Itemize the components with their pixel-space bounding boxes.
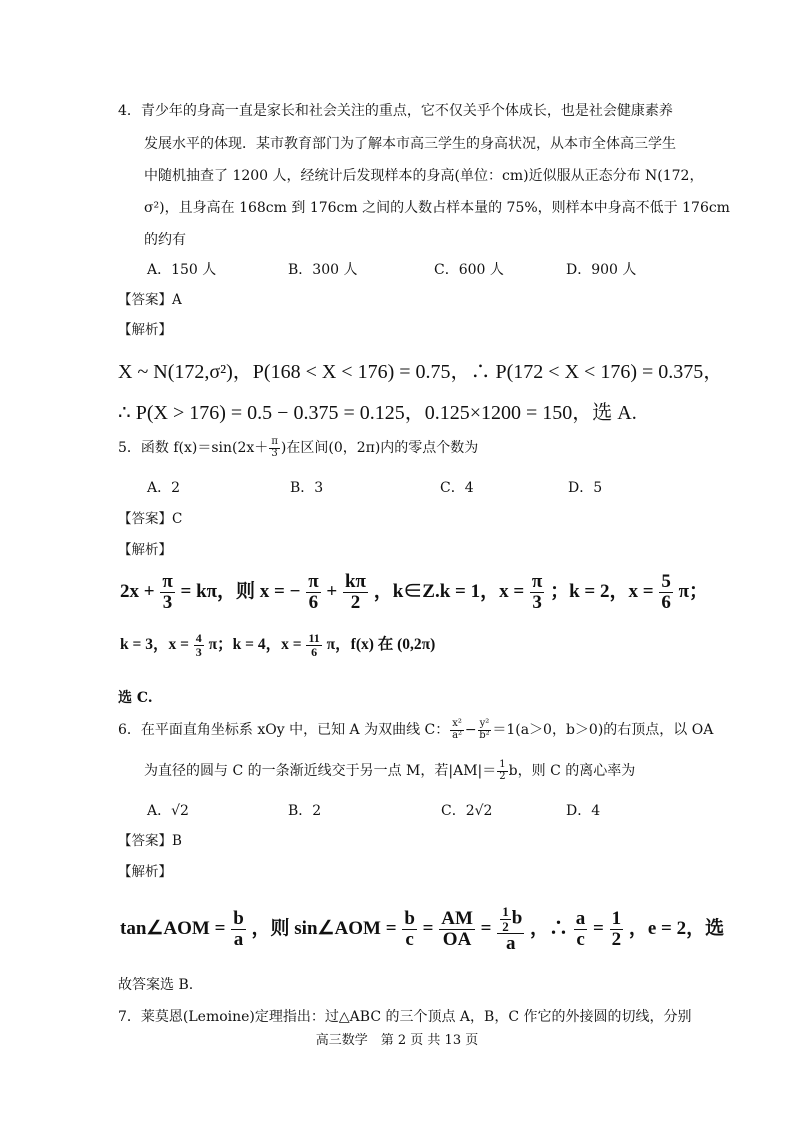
- frac-a-over-c: $\frac{a}{c}$: [575, 908, 586, 951]
- frac-5-over-6: $\frac{5}{6}$: [661, 571, 671, 613]
- q6-option-b: B．2: [288, 803, 322, 819]
- q5-option-a: A．2: [147, 480, 181, 496]
- q6-option-d: D．4: [566, 803, 601, 819]
- q4-line-5: 的约有: [144, 232, 186, 248]
- page-footer: 高三数学 第 2 页 共 13 页: [315, 1033, 479, 1048]
- q5-solution-line-1: 2x + $\frac{\pi}{3}$ = kπ，则 x = − $\frac{\pi}{6}$ + $\frac{k\pi}{2}$ ，k∈Z.k = 1，x = $\frac{\pi}{3}$ ；k = 2，x = $\frac{5}{6}$ π；: [120, 571, 708, 613]
- q4-option-d: D．900 人: [566, 262, 637, 278]
- frac-pi-over-3: $\frac{\pi}{3}$: [162, 571, 173, 613]
- frac-11-over-6: $\frac{11}{6}$: [308, 631, 320, 659]
- q5-stem-prefix: 5．函数: [118, 440, 174, 456]
- q6-analysis-label: 【解析】: [118, 864, 172, 880]
- frac-b-over-c: $\frac{b}{c}$: [404, 908, 415, 951]
- q4-line-4: σ²)，且身高在 168cm 到 176cm 之间的人数占样本量的 75%，则样本中身高不低于 176cm: [144, 200, 730, 216]
- q5-option-d: D．5: [568, 480, 603, 496]
- q4-line-1: 4．青少年的身高一直是家长和社会关注的重点，它不仅关乎个体成长，也是社会健康素养: [118, 103, 673, 119]
- q6-solution: tan∠AOM = $\frac{b}{a}$ ，则 sin∠AOM = $\frac{b}{c}$ = $\frac{AM}{OA}$ = $\frac{1}{2}$ b a ，∴ $\frac{a}{c}$ = $\frac{1}{2}$ ，e = 2，选: [120, 904, 725, 955]
- q5-option-c: C．4: [440, 480, 474, 496]
- q6-conclusion: 故答案选 B.: [118, 977, 194, 993]
- q5-option-b: B．3: [290, 480, 324, 496]
- frac-1-over-2-b: $\frac{1}{2}$: [611, 908, 622, 951]
- frac-half-b-over-a: $\frac{1}{2}$ b a: [497, 905, 524, 954]
- q4-option-b: B．300 人: [288, 262, 358, 278]
- frac-kpi-over-2: $\frac{k\pi}{2}$: [344, 571, 366, 613]
- q6-option-c: C．2√2: [441, 803, 493, 819]
- frac-pi-over-3-b: $\frac{\pi}{3}$: [531, 571, 543, 613]
- q5-frac-pi-3: $\frac{\pi}{3}$: [271, 436, 278, 459]
- q4-line-2: 发展水平的体现．某市教育部门为了解本市高三学生的身高状况，从本市全体高三学生: [144, 136, 676, 152]
- q5-answer: 【答案】C: [118, 511, 183, 527]
- q5-stem: [118, 437, 478, 459]
- q4-options: [0, 260, 794, 280]
- q4-answer: 【答案】A: [118, 292, 182, 308]
- frac-x2-over-a2: $\frac{\text{x²}}{\text{a²}}$: [452, 718, 463, 741]
- q4-option-c: C．600 人: [434, 262, 504, 278]
- q5-stem-suffix: )在区间(0，2π)内的零点个数为: [280, 440, 479, 456]
- frac-4-over-3: $\frac{4}{3}$: [195, 631, 202, 659]
- q6-option-a: A．√2: [147, 803, 189, 819]
- q4-line-3: 中随机抽查了 1200 人，经统计后发现样本的身高(单位：cm)近似服从正态分布 N(172，: [144, 168, 704, 184]
- frac-pi-over-6: $\frac{\pi}{6}$: [308, 571, 319, 613]
- frac-1-over-2: $\frac{1}{2}$: [499, 759, 506, 782]
- q7-line-1: 7．莱莫恩(Lemoine)定理指出：过△ABC 的三个顶点 A，B，C 作它的外接圆的切线，分别: [118, 1009, 692, 1025]
- q5-solution-line-2: k = 3，x = $\frac{4}{3}$ π；k = 4，x = $\frac{11}{6}$ π，f(x) 在 (0,2π): [120, 631, 436, 659]
- q4-option-a: A．150 人: [147, 262, 217, 278]
- frac-b-over-a: $\frac{b}{a}$: [233, 908, 244, 951]
- q6-stem-line-2: 为直径的圆与 C 的一条渐近线交于另一点 M，若|AM|＝ $\frac{1}{2}$ b，则 C 的离心率为: [144, 759, 636, 782]
- q5-function: f(x)＝sin(2x＋: [173, 440, 269, 456]
- frac-y2-over-b2: $\frac{\text{y²}}{\text{b²}}$: [479, 718, 490, 741]
- q6-stem-line-1: 6．在平面直角坐标系 xOy 中，已知 A 为双曲线 C： $\frac{\text{x²}}{\text{a²}}$ − $\frac{\text{y²}}{\text{b²}}$ ＝1(a＞0，b＞0)的右顶点，以 OA: [118, 718, 714, 741]
- q4-solution-line-2: ∴ P(X > 176) = 0.5 − 0.375 = 0.125，0.125×1200 = 150，选 A.: [118, 402, 637, 424]
- q6-answer: 【答案】B: [118, 833, 182, 849]
- frac-am-over-oa: $\frac{AM}{OA}$: [441, 908, 473, 951]
- q5-conclusion: 选 C.: [118, 690, 153, 706]
- q4-analysis-label: 【解析】: [118, 322, 172, 338]
- q5-analysis-label: 【解析】: [118, 542, 172, 558]
- q5-options: [0, 478, 794, 498]
- q6-options: [0, 801, 794, 821]
- q4-solution-line-1: X ~ N(172,σ²)，P(168 < X < 176) = 0.75，∴ P(172 < X < 176) = 0.375，: [118, 361, 724, 383]
